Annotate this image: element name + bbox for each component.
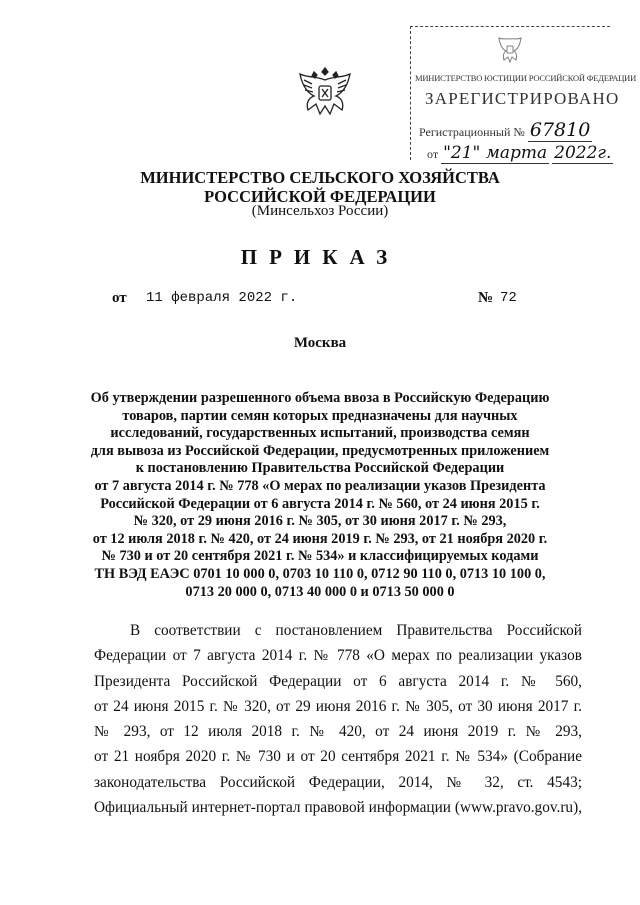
body-line: № 293, от 12 июля 2018 г. № 420, от 24 июня 2019 г. № 293, — [94, 723, 582, 741]
title-line: товаров, партии семян которых предназначены для научных — [122, 407, 518, 424]
body-line: Федерации от 7 августа 2014 г. № 778 «О мерах по реализации указов — [94, 647, 582, 665]
ministry-name-line2: РОССИЙСКОЙ ФЕДЕРАЦИИ — [204, 187, 436, 206]
title-line: ТН ВЭД ЕАЭС 0701 10 000 0, 0703 10 110 0, 0712 90 110 0, 0713 10 100 0, — [94, 565, 546, 582]
stamp-date-prefix: от — [427, 147, 439, 161]
handwritten-date: "21" марта — [443, 143, 548, 163]
stamp-emblem-icon — [495, 35, 525, 65]
body-line: В соответствии с постановлением Правительства Российской — [130, 622, 582, 639]
stamp-registration-number — [419, 119, 592, 141]
stamp-ministry: МИНИСТЕРСТВО ЮСТИЦИИ РОССИЙСКОЙ ФЕДЕРАЦИИ — [415, 73, 637, 83]
title-line: Об утверждении разрешенного объема ввоза в Российскую Федерацию — [90, 390, 550, 406]
title-line: 0713 20 000 0, 0713 40 000 0 и 0713 50 000 0 — [185, 583, 455, 600]
date-prefix: от — [112, 290, 127, 306]
ministry-short-name: (Минсельхоз России) — [251, 203, 389, 219]
body-paragraph — [94, 618, 582, 820]
body-line: от 24 июня 2015 г. № 320, от 29 июня 2016 г. № 305, от 30 июня 2017 г. — [94, 697, 582, 715]
ministry-name — [120, 168, 520, 206]
body-line: Официальный интернет-портал правовой информации (www.pravo.gov.ru), — [94, 799, 582, 817]
handwritten-year: 2022г. — [554, 143, 612, 163]
date-number-row — [0, 290, 640, 314]
city: Москва — [293, 335, 347, 351]
title-line: № 730 и от 20 сентября 2021 г. № 534» и классифицируемых кодами — [101, 548, 539, 565]
stamp-reg-label: Регистрационный № — [419, 125, 525, 139]
document-date: 11 февраля 2022 г. — [146, 290, 298, 306]
title-line: от 7 августа 2014 г. № 778 «О мерах по реализации указов Президента — [94, 477, 546, 494]
ministry-name-line1: МИНИСТЕРСТВО СЕЛЬСКОГО ХОЗЯЙСТВА — [140, 168, 500, 187]
body-line: от 21 ноября 2020 г. № 730 и от 20 сентября 2021 г. № 534» (Собрание — [94, 748, 582, 766]
title-line: исследований, государственных испытаний, производства семян — [110, 425, 530, 442]
title-line: № 320, от 29 июня 2016 г. № 305, от 30 июня 2017 г. № 293, — [133, 513, 507, 530]
body-line: Президента Российской Федерации от 6 августа 2014 г. № 560, — [94, 672, 582, 690]
title-line: Российской Федерации от 6 августа 2014 г. № 560, от 24 июня 2015 г. — [100, 495, 540, 512]
stamp-date — [427, 143, 613, 163]
body-line: законодательства Российской Федерации, 2014, № 32, ст. 4543; — [94, 773, 582, 791]
document-type: ПРИКАЗ — [240, 245, 400, 269]
number-prefix: № — [478, 290, 494, 306]
title-line: от 12 июля 2018 г. № 420, от 24 июня 2019 г. № 293, от 21 ноября 2020 г. — [92, 530, 548, 547]
document-title — [64, 390, 576, 601]
handwritten-reg-number: 67810 — [529, 119, 591, 141]
title-line: к постановлению Правительства Российской Федерации — [135, 460, 505, 477]
title-line: для вывоза из Российской Федерации, предусмотренных приложением — [90, 442, 550, 459]
registration-stamp — [410, 26, 637, 163]
coat-of-arms-emblem-icon — [294, 62, 356, 124]
stamp-registered: ЗАРЕГИСТРИРОВАНО — [425, 89, 620, 108]
document-number: 72 — [500, 290, 517, 306]
